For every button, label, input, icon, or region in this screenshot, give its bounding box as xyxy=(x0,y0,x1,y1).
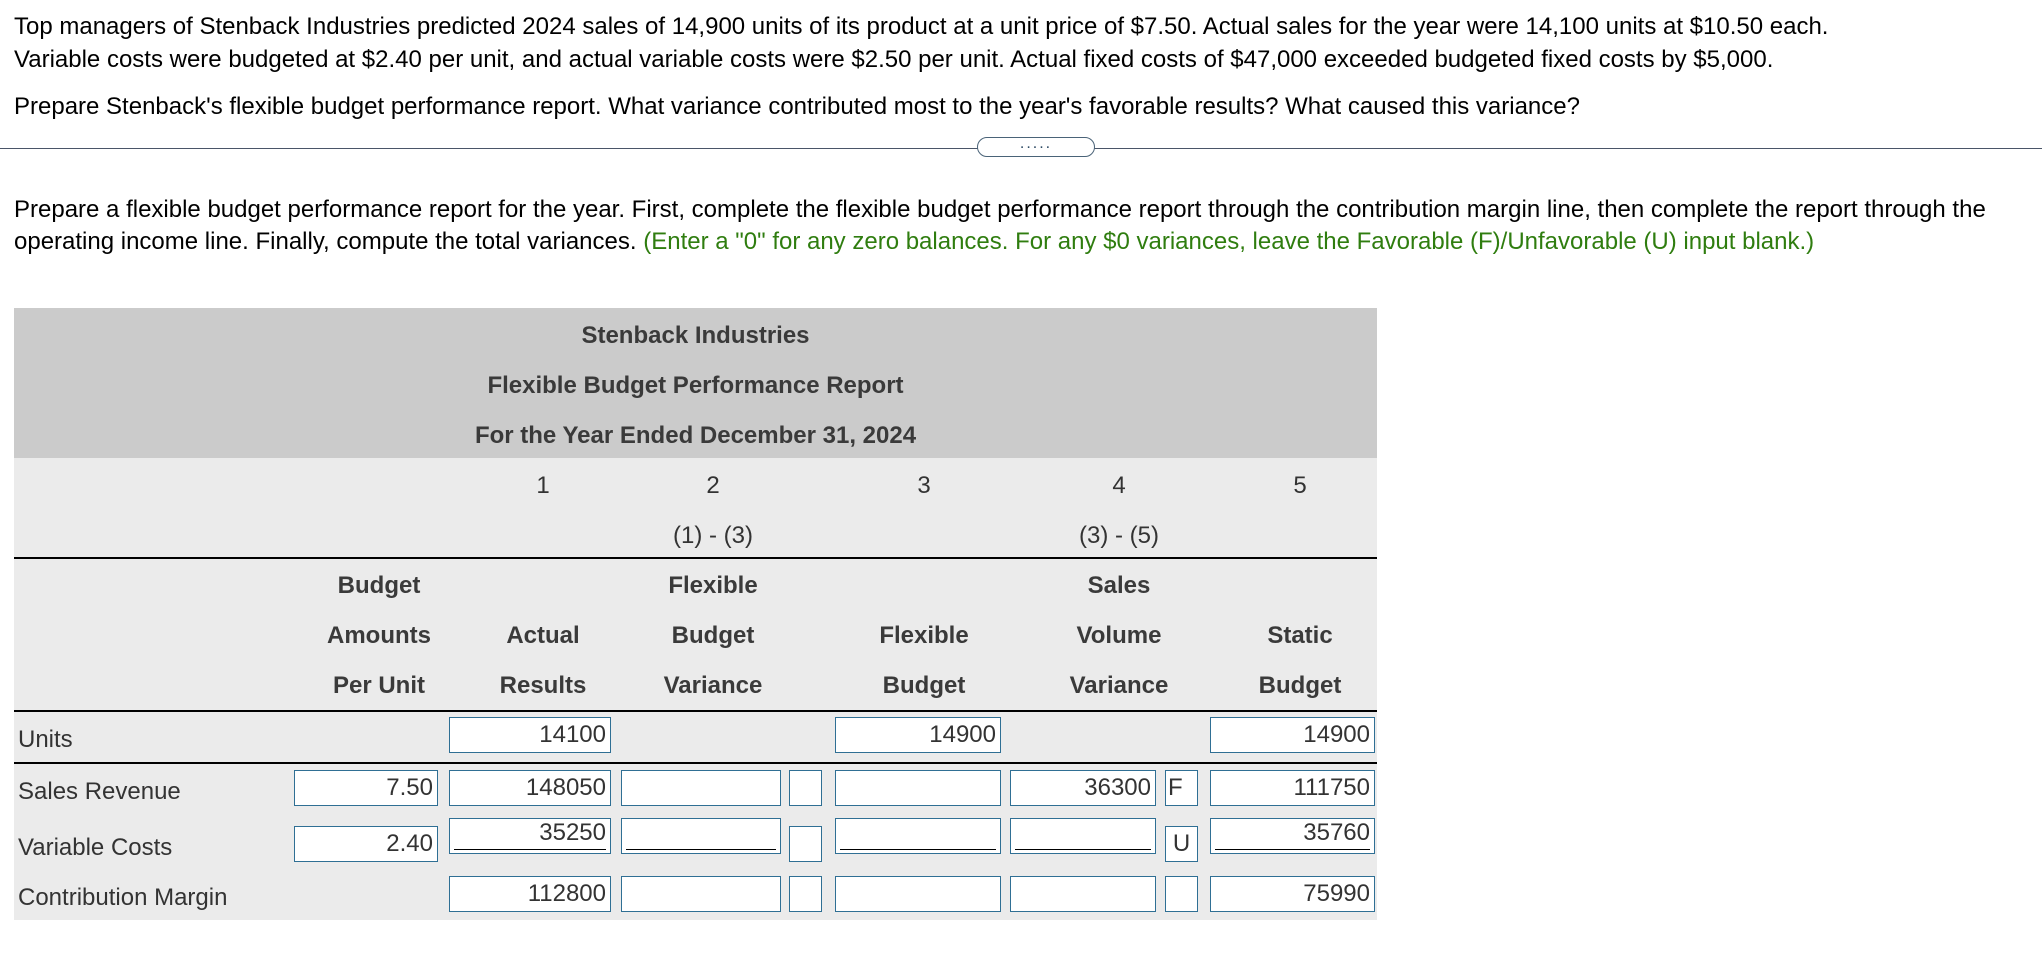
col-number-3: 3 xyxy=(917,472,931,499)
varcost-per-unit-input[interactable]: 2.40 xyxy=(294,826,438,862)
units-actual-input[interactable]: 14100 xyxy=(449,717,611,753)
report-title: Flexible Budget Performance Report xyxy=(487,372,904,399)
cm-flex-input[interactable] xyxy=(835,876,1001,912)
sales-flex-input[interactable] xyxy=(835,770,1001,806)
header-flex-line-1: Flexible xyxy=(879,622,969,649)
sales-svv-input[interactable]: 36300 xyxy=(1010,770,1156,806)
header-actual-line-1: Actual xyxy=(506,622,580,649)
instructions-text: Prepare a flexible budget performance report for the year. First, complete the flexible budget performance report through the contribution margin line, then complete the report through the operating income line. Finally, compute the total variances. xyxy=(14,196,1986,255)
units-bottom-rule xyxy=(14,762,1377,764)
varcost-static-value: 35760 xyxy=(1215,819,1370,850)
row-label-units: Units xyxy=(18,726,73,753)
cm-fbv-fu-input[interactable] xyxy=(789,876,822,912)
header-static-line-1: Static xyxy=(1267,622,1333,649)
header-fbv-line-3: Variance xyxy=(663,672,763,699)
instructions xyxy=(14,194,2024,258)
header-budget-line-1: Budget xyxy=(337,572,421,599)
col-number-4: 4 xyxy=(1112,472,1126,499)
varcost-actual-input[interactable] xyxy=(449,818,611,854)
header-bottom-rule xyxy=(14,710,1377,712)
col-number-2: 2 xyxy=(706,472,720,499)
header-budget-line-2: Amounts xyxy=(327,622,431,649)
cm-svv-fu-input[interactable] xyxy=(1165,876,1198,912)
varcost-svv-value xyxy=(1015,819,1151,850)
problem-question: Prepare Stenback's flexible budget performance report. What variance contributed most to the year's favorable results? What caused this variance? xyxy=(14,93,1580,120)
header-svv-line-1: Sales xyxy=(1087,572,1151,599)
header-top-rule xyxy=(14,557,1377,559)
header-fbv-line-2: Budget xyxy=(671,622,755,649)
varcost-flex-input[interactable] xyxy=(835,818,1001,854)
cm-fbv-input[interactable] xyxy=(621,876,781,912)
col-number-1: 1 xyxy=(536,472,550,499)
header-fbv-line-1: Flexible xyxy=(668,572,758,599)
varcost-svv-fu-input[interactable]: U xyxy=(1165,826,1198,862)
varcost-static-input[interactable] xyxy=(1210,818,1375,854)
expand-toggle-button[interactable]: ..... xyxy=(977,137,1095,157)
header-budget-line-3: Per Unit xyxy=(332,672,425,699)
cm-svv-input[interactable] xyxy=(1010,876,1156,912)
varcost-fbv-value xyxy=(626,819,776,850)
varcost-flex-value xyxy=(840,819,996,850)
sales-fbv-input[interactable] xyxy=(621,770,781,806)
problem-line-2: Variable costs were budgeted at $2.40 per unit, and actual variable costs were $2.50 per unit. Actual fixed costs of $47,000 exceeded budgeted fixed costs by $5,000. xyxy=(14,46,1774,73)
report-period: For the Year Ended December 31, 2024 xyxy=(474,422,917,449)
sales-svv-fu-input[interactable]: F xyxy=(1165,770,1198,806)
problem-line-1: Top managers of Stenback Industries predicted 2024 sales of 14,900 units of its product at a unit price of $7.50. Actual sales for the year were 14,100 units at $10.50 each. xyxy=(14,13,1829,40)
header-flex-line-2: Budget xyxy=(882,672,966,699)
header-static-line-2: Budget xyxy=(1258,672,1342,699)
varcost-fbv-input[interactable] xyxy=(621,818,781,854)
varcost-fbv-fu-input[interactable] xyxy=(789,826,822,862)
header-svv-line-2: Volume xyxy=(1076,622,1162,649)
units-flex-input[interactable]: 14900 xyxy=(835,717,1001,753)
cm-actual-input[interactable]: 112800 xyxy=(449,876,611,912)
varcost-actual-value: 35250 xyxy=(454,819,606,850)
col-number-5: 5 xyxy=(1293,472,1307,499)
header-actual-line-2: Results xyxy=(499,672,587,699)
sales-fbv-fu-input[interactable] xyxy=(789,770,822,806)
row-label-variable-costs: Variable Costs xyxy=(18,834,173,861)
col-2-formula: (1) - (3) xyxy=(673,522,753,549)
units-static-input[interactable]: 14900 xyxy=(1210,717,1375,753)
sales-actual-input[interactable]: 148050 xyxy=(449,770,611,806)
sales-static-input[interactable]: 111750 xyxy=(1210,770,1375,806)
performance-report-table xyxy=(14,308,1377,920)
cm-static-input[interactable]: 75990 xyxy=(1210,876,1375,912)
sales-per-unit-input[interactable]: 7.50 xyxy=(294,770,438,806)
problem-statement xyxy=(14,10,2024,123)
row-label-sales-revenue: Sales Revenue xyxy=(18,778,181,805)
header-svv-line-3: Variance xyxy=(1069,672,1169,699)
instructions-hint: (Enter a "0" for any zero balances. For any $0 variances, leave the Favorable (F)/Unfavorable (U) input blank.) xyxy=(643,228,1815,255)
varcost-svv-input[interactable] xyxy=(1010,818,1156,854)
row-label-contribution-margin: Contribution Margin xyxy=(18,884,228,911)
col-4-formula: (3) - (5) xyxy=(1079,522,1159,549)
report-company: Stenback Industries xyxy=(581,322,810,349)
